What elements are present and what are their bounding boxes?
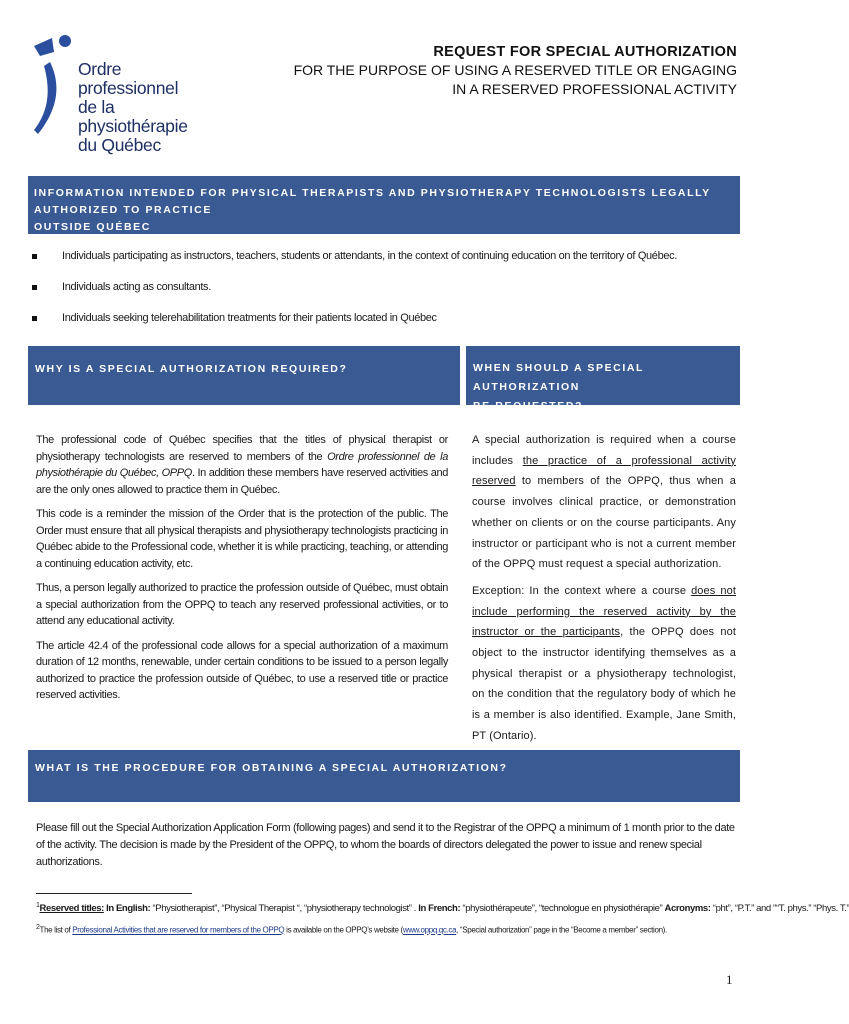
- info-section-heading: [28, 176, 740, 234]
- when-p2-text-a: Exception: In the context where a course: [472, 584, 692, 597]
- why-p1-italic: Ordre professionnel de la physiothérapie du Québec, OPPQ: [36, 450, 449, 479]
- logo-line-3: du Québec: [78, 135, 161, 155]
- bullet-icon: [32, 254, 37, 259]
- oppq-logo-mark-icon: [30, 32, 80, 142]
- when-p1-text-a: A special authorization is required when a course includes: [472, 434, 736, 467]
- footnote-1: [36, 902, 849, 915]
- footnote-1-label: Reserved titles:: [39, 903, 104, 915]
- when-p2-text-b: , the OPPQ does not object to the instructor identifying themselves as a physical therapist or a physiotherapy technologist, on the condition that the regulatory body of which he is a member is also identified. Example, Jane Smith, PT (Ontario).: [472, 626, 737, 742]
- reserved-activities-link[interactable]: Professional Activities that are reserved for members of the OPPQ: [72, 925, 285, 935]
- footnote-1-english: “Physiotherapist”, “Physical Therapist “, “physiotherapy technologist” .: [150, 903, 419, 915]
- when-paragraph-1: [472, 430, 736, 575]
- footnote-2-text-c: , “Special authorization” page in the “Become a member” section).: [456, 925, 667, 935]
- document-title: REQUEST FOR SPECIAL AUTHORIZATION: [433, 44, 737, 60]
- oppq-website-link[interactable]: www.oppq.qc.ca: [402, 925, 457, 935]
- footnote-2-text-a: The list of: [39, 925, 73, 935]
- footnote-2-text-b: is available on the OPPQ’s website (: [284, 925, 403, 935]
- info-heading-line-2: OUTSIDE QUÉBEC: [34, 221, 151, 233]
- oppq-logo: [30, 32, 220, 155]
- why-paragraph-3: Thus, a person legally authorized to practice the profession outside of Québec, must obtain a special authorization from the OPPQ to teach any reserved professional activities, or to attend any educational activity.: [36, 582, 448, 627]
- when-heading-line-2: BE REQUESTED?: [473, 400, 584, 412]
- document-subtitle-2: IN A RESERVED PROFESSIONAL ACTIVITY: [452, 81, 737, 97]
- list-item: [30, 250, 730, 281]
- info-heading-line-1: INFORMATION INTENDED FOR PHYSICAL THERAPISTS AND PHYSIOTHERAPY TECHNOLOGISTS LEGALLY AUTHORIZED TO PRACTICE: [34, 187, 711, 216]
- bullet-icon: [32, 285, 37, 290]
- why-p1-text-a: The professional code of Québec specifies that the titles of physical therapist or physiotherapy technologists are reserved to members of the: [36, 434, 448, 463]
- procedure-section-heading: WHAT IS THE PROCEDURE FOR OBTAINING A SPECIAL AUTHORIZATION?: [28, 750, 740, 802]
- footnote-1-acronyms: “pht”, “P.T.” and "“T. phys.” “Phys. T.”: [710, 903, 849, 915]
- footnote-1-french-label: In French:: [418, 903, 461, 915]
- bullet-icon: [32, 316, 37, 321]
- why-paragraph-2: This code is a reminder the mission of the Order that is the protection of the public. The Order must ensure that all physical therapists and physiotherapy technologists practicing in Québec abide to the Professional code, whether it is while practicing, teaching, or attending a continuing education activity, etc.: [36, 508, 448, 570]
- when-p2-underlined: does not include performing the reserved activity by the instructor or the participants: [472, 584, 736, 639]
- footnote-divider: [36, 893, 192, 894]
- bullet-text: Individuals participating as instructors, teachers, students or attendants, in the context of continuing education on the territory of Québec.: [62, 250, 677, 262]
- logo-line-2: de la physiothérapie: [78, 97, 188, 136]
- footnote-2-number: 2: [36, 924, 40, 931]
- when-p1-underlined: the practice of a professional activity reserved: [472, 454, 736, 488]
- why-paragraph-4: The article 42.4 of the professional code allows for a special authorization of a maximum duration of 12 months, renewable, under certain conditions to be issued to a person legally authorized to practice the profession outside of Québec, to use a reserved title or practice reserved activities.: [36, 639, 448, 701]
- when-section-body: [472, 430, 736, 753]
- why-section-body: [36, 432, 448, 712]
- document-subtitle-1: FOR THE PURPOSE OF USING A RESERVED TITLE OR ENGAGING: [293, 62, 737, 78]
- footnote-1-acronyms-label: Acronyms:: [664, 903, 711, 915]
- why-paragraph-1: [36, 432, 448, 498]
- when-section-heading: [466, 346, 740, 412]
- procedure-text: Please fill out the Special Authorization Application Form (following pages) and send it to the Registrar of the OPPQ a minimum of 1 month prior to the date of the activity. The decision is made by the President of the OPPQ, to whom the boards of directors delegated the power to issue and renew special authorizations.: [36, 822, 735, 868]
- footnote-1-french: “physiothérapeute”, “technologue en physiothérapie”: [460, 903, 665, 915]
- logo-wordmark: [78, 60, 220, 155]
- list-item: [30, 281, 730, 312]
- when-heading-line-1: WHEN SHOULD A SPECIAL AUTHORIZATION: [473, 362, 644, 393]
- footnote-1-english-label: In English:: [106, 903, 151, 915]
- footnote-1-number: 1: [36, 902, 40, 909]
- when-p1-text-b: to members of the OPPQ, thus when a course involves clinical practice, or demonstration whether on clients or on the course participants. Any instructor or participant who is not a current member of the OPPQ must request a special authorization.: [472, 475, 736, 571]
- why-section-heading: WHY IS A SPECIAL AUTHORIZATION REQUIRED?: [28, 346, 460, 405]
- document-header: [294, 44, 737, 98]
- page-number: 1: [726, 972, 733, 987]
- when-paragraph-2: [472, 581, 736, 747]
- list-item: [30, 312, 730, 343]
- bullet-text: Individuals seeking telerehabilitation treatments for their patients located in Québec: [62, 312, 437, 324]
- bullet-text: Individuals acting as consultants.: [62, 281, 211, 293]
- logo-line-1: Ordre professionnel: [78, 59, 179, 98]
- why-p1-text-b: . In addition these members have reserved activities and are the only ones allowed to practice them in Québec.: [36, 467, 449, 496]
- info-bullet-list: [30, 250, 730, 343]
- footnote-2: [36, 924, 746, 935]
